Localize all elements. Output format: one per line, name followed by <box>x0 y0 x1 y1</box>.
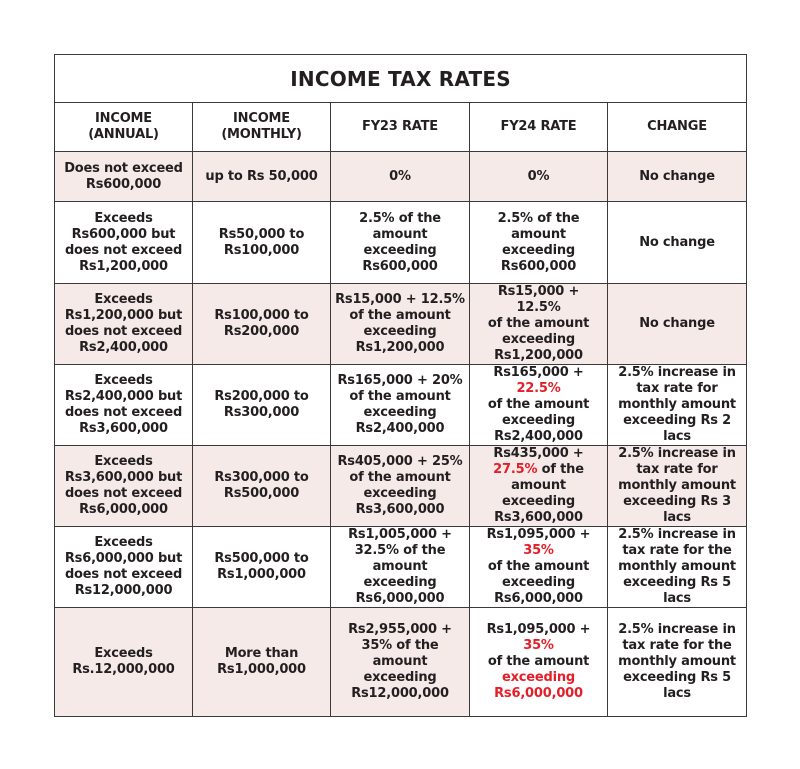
cell-text: amount exceeding <box>501 226 576 258</box>
cell-text: Rs6,000,000 <box>494 591 583 606</box>
header-label-line: (ANNUAL) <box>88 127 159 142</box>
table-row <box>55 365 747 446</box>
cell-fy23-rate <box>331 608 470 717</box>
table-body <box>55 152 747 717</box>
cell-income-monthly <box>193 446 331 527</box>
cell-text: does not exceed <box>64 486 183 501</box>
cell-text: does not exceed <box>64 242 183 258</box>
cell-text: 2.5% increase in <box>618 622 736 637</box>
cell-text: 32.5% of the <box>354 543 446 558</box>
header-label-line: INCOME <box>95 111 152 126</box>
cell-text: Exceeds <box>94 535 153 550</box>
cell-text: monthly amount <box>618 478 736 493</box>
cell-text: 2.5% increase in <box>618 446 736 461</box>
table-row <box>55 527 747 608</box>
cell-text: Rs600,000 <box>362 258 438 274</box>
cell-text: Rs1,095,000 + <box>486 527 591 542</box>
cell-text: Rs1,200,000 <box>79 258 168 274</box>
cell-change <box>608 152 747 202</box>
header-income-monthly <box>193 103 331 152</box>
cell-income-monthly <box>193 527 331 608</box>
cell-change <box>608 202 747 284</box>
cell-text: tax rate for <box>636 462 718 477</box>
cell-text: Rs6,000,000 <box>79 502 168 517</box>
header-row <box>55 103 747 152</box>
cell-text: monthly amount <box>618 559 736 574</box>
cell-change <box>608 527 747 608</box>
cell-text: Exceeds <box>94 210 153 226</box>
cell-text: No change <box>639 168 715 184</box>
cell-text: Rs3,600,000 <box>355 502 445 517</box>
cell-text: tax rate for <box>636 381 718 396</box>
cell-text: of the amount <box>487 397 590 412</box>
cell-text: of the amount <box>487 316 590 331</box>
cell-text: Rs2,400,000 but <box>64 389 183 404</box>
cell-text: monthly amount <box>618 654 736 669</box>
cell-fy23-rate <box>331 202 470 284</box>
cell-change <box>608 608 747 717</box>
cell-text: Rs12,000,000 <box>74 583 173 598</box>
cell-text: does not exceed <box>64 567 183 582</box>
cell-text: of the amount <box>349 308 451 323</box>
cell-text: Rs200,000 <box>223 324 300 339</box>
cell-text: Rs300,000 <box>223 405 300 420</box>
cell-text: up to Rs 50,000 <box>205 168 318 184</box>
cell-text: 2.5% of the <box>497 210 580 226</box>
cell-text: Rs500,000 to <box>214 551 309 566</box>
cell-fy24-rate <box>470 284 608 365</box>
cell-fy23-rate <box>331 284 470 365</box>
table-row <box>55 284 747 365</box>
cell-income-monthly <box>193 152 331 202</box>
cell-text: exceeding <box>501 575 576 590</box>
cell-fy24-rate <box>470 152 608 202</box>
cell-text: Exceeds <box>94 454 153 469</box>
cell-text: Rs1,200,000 but <box>64 308 183 323</box>
cell-text: Rs2,955,000 + <box>348 622 452 637</box>
highlighted-change-text: exceeding <box>501 670 576 685</box>
cell-text: Rs3,600,000 <box>79 421 168 436</box>
cell-text: exceeding Rs 5 lacs <box>623 670 731 701</box>
cell-change <box>608 284 747 365</box>
cell-text: of the amount <box>349 470 451 485</box>
cell-text: Rs.12,000,000 <box>72 662 175 677</box>
cell-text: Does not exceed <box>64 160 183 176</box>
cell-fy24-rate <box>470 365 608 446</box>
cell-text: amount exceeding <box>501 478 576 509</box>
cell-change <box>608 446 747 527</box>
cell-text: Rs165,000 + 20% <box>337 373 463 388</box>
cell-text: exceeding <box>501 413 576 428</box>
cell-text: Rs600,000 <box>85 176 162 192</box>
cell-text: exceeding <box>501 332 576 347</box>
cell-fy24-rate <box>470 608 608 717</box>
cell-text: 2.5% increase in <box>618 365 736 380</box>
cell-text: tax rate for the <box>622 638 732 653</box>
cell-text: amount exceeding <box>363 559 437 590</box>
cell-text: Rs435,000 + <box>493 446 584 461</box>
cell-text: tax rate for the <box>622 543 732 558</box>
cell-text: 0% <box>527 168 550 184</box>
cell-income-annual <box>55 152 193 202</box>
cell-text: Rs6,000,000 but <box>64 551 183 566</box>
cell-text: Exceeds <box>94 292 153 307</box>
income-tax-rates-table <box>54 54 747 717</box>
cell-text: Rs600,000 but <box>71 226 176 242</box>
cell-income-annual <box>55 608 193 717</box>
cell-text: No change <box>639 316 715 331</box>
cell-fy24-rate <box>470 527 608 608</box>
cell-text: does not exceed <box>64 324 183 339</box>
header-label-line: (MONTHLY) <box>221 127 302 142</box>
cell-text: Rs1,000,000 <box>217 662 306 677</box>
cell-text: No change <box>639 234 715 250</box>
cell-text: Rs200,000 to <box>214 389 309 404</box>
header-fy24-rate <box>470 103 608 152</box>
cell-text: of the amount <box>487 559 590 574</box>
cell-text: Rs100,000 <box>223 242 300 258</box>
cell-text: Rs1,200,000 <box>494 348 583 363</box>
cell-text: Rs3,600,000 but <box>64 470 183 485</box>
cell-text: of the <box>537 462 584 477</box>
cell-text: exceeding <box>363 486 437 501</box>
cell-text: Rs165,000 + <box>493 365 584 380</box>
cell-income-annual <box>55 284 193 365</box>
cell-text: Rs1,000,000 <box>217 567 306 582</box>
cell-income-annual <box>55 202 193 284</box>
highlighted-change-text: Rs6,000,000 <box>494 686 583 701</box>
table-row <box>55 608 747 717</box>
cell-text: Rs1,095,000 + <box>486 622 591 637</box>
cell-text: of the amount <box>349 389 451 404</box>
table-row <box>55 152 747 202</box>
cell-text: exceeding Rs 3 lacs <box>623 494 731 525</box>
cell-text: Rs15,000 + 12.5% <box>497 284 580 315</box>
cell-fy23-rate <box>331 152 470 202</box>
title-row <box>55 55 747 103</box>
cell-text: Rs500,000 <box>223 486 300 501</box>
cell-text: exceeding Rs 5 lacs <box>623 575 731 606</box>
cell-text: exceeding Rs 2 lacs <box>623 413 731 444</box>
cell-fy24-rate <box>470 446 608 527</box>
highlighted-change-text: 22.5% <box>516 381 561 396</box>
cell-income-annual <box>55 365 193 446</box>
cell-text: Rs300,000 to <box>214 470 309 485</box>
cell-text: Rs2,400,000 <box>355 421 445 436</box>
header-label-line: FY24 RATE <box>500 119 577 134</box>
cell-text: Rs600,000 <box>500 258 577 274</box>
header-label-line: FY23 RATE <box>362 119 438 134</box>
cell-text: of the amount <box>487 654 590 669</box>
header-label-line: INCOME <box>233 111 290 126</box>
cell-text: 2.5% of the <box>359 210 441 226</box>
highlighted-change-text: 27.5% <box>493 462 538 477</box>
header-change <box>608 103 747 152</box>
cell-text: 2.5% increase in <box>618 527 736 542</box>
cell-income-annual <box>55 446 193 527</box>
cell-income-monthly <box>193 608 331 717</box>
table-title: INCOME TAX RATES <box>55 55 747 103</box>
cell-income-monthly <box>193 284 331 365</box>
cell-text: does not exceed <box>64 405 183 420</box>
highlighted-change-text: 35% <box>523 543 554 558</box>
cell-income-monthly <box>193 365 331 446</box>
cell-text: Rs1,200,000 <box>355 340 445 355</box>
cell-fy23-rate <box>331 365 470 446</box>
cell-change <box>608 365 747 446</box>
cell-fy24-rate <box>470 202 608 284</box>
cell-text: monthly amount <box>618 397 736 412</box>
cell-text: Rs1,005,000 + <box>348 527 452 542</box>
cell-text: Rs405,000 + 25% <box>337 454 463 469</box>
cell-text: exceeding <box>363 670 437 685</box>
table-row <box>55 446 747 527</box>
table-row <box>55 202 747 284</box>
header-label-line: CHANGE <box>647 119 707 134</box>
cell-text: Rs2,400,000 <box>79 340 168 355</box>
cell-text: exceeding <box>363 405 437 420</box>
cell-fy23-rate <box>331 527 470 608</box>
cell-text: More than <box>224 646 299 661</box>
highlighted-change-text: 35% <box>523 638 554 653</box>
cell-text: amount exceeding <box>363 226 437 258</box>
cell-fy23-rate <box>331 446 470 527</box>
cell-text: Rs50,000 to <box>218 226 305 242</box>
cell-text: 0% <box>389 168 411 184</box>
header-income-annual <box>55 103 193 152</box>
cell-text: Rs2,400,000 <box>494 429 583 444</box>
cell-income-annual <box>55 527 193 608</box>
cell-text: Rs100,000 to <box>214 308 309 323</box>
header-fy23-rate <box>331 103 470 152</box>
cell-text: Rs12,000,000 <box>351 686 449 701</box>
cell-text: Exceeds <box>94 646 153 661</box>
cell-text: Rs3,600,000 <box>494 510 583 525</box>
cell-text: exceeding <box>363 324 437 339</box>
cell-text: Rs15,000 + 12.5% <box>335 292 465 307</box>
cell-income-monthly <box>193 202 331 284</box>
cell-text: 35% of the amount <box>361 638 439 669</box>
cell-text: Rs6,000,000 <box>355 591 445 606</box>
cell-text: Exceeds <box>94 373 153 388</box>
